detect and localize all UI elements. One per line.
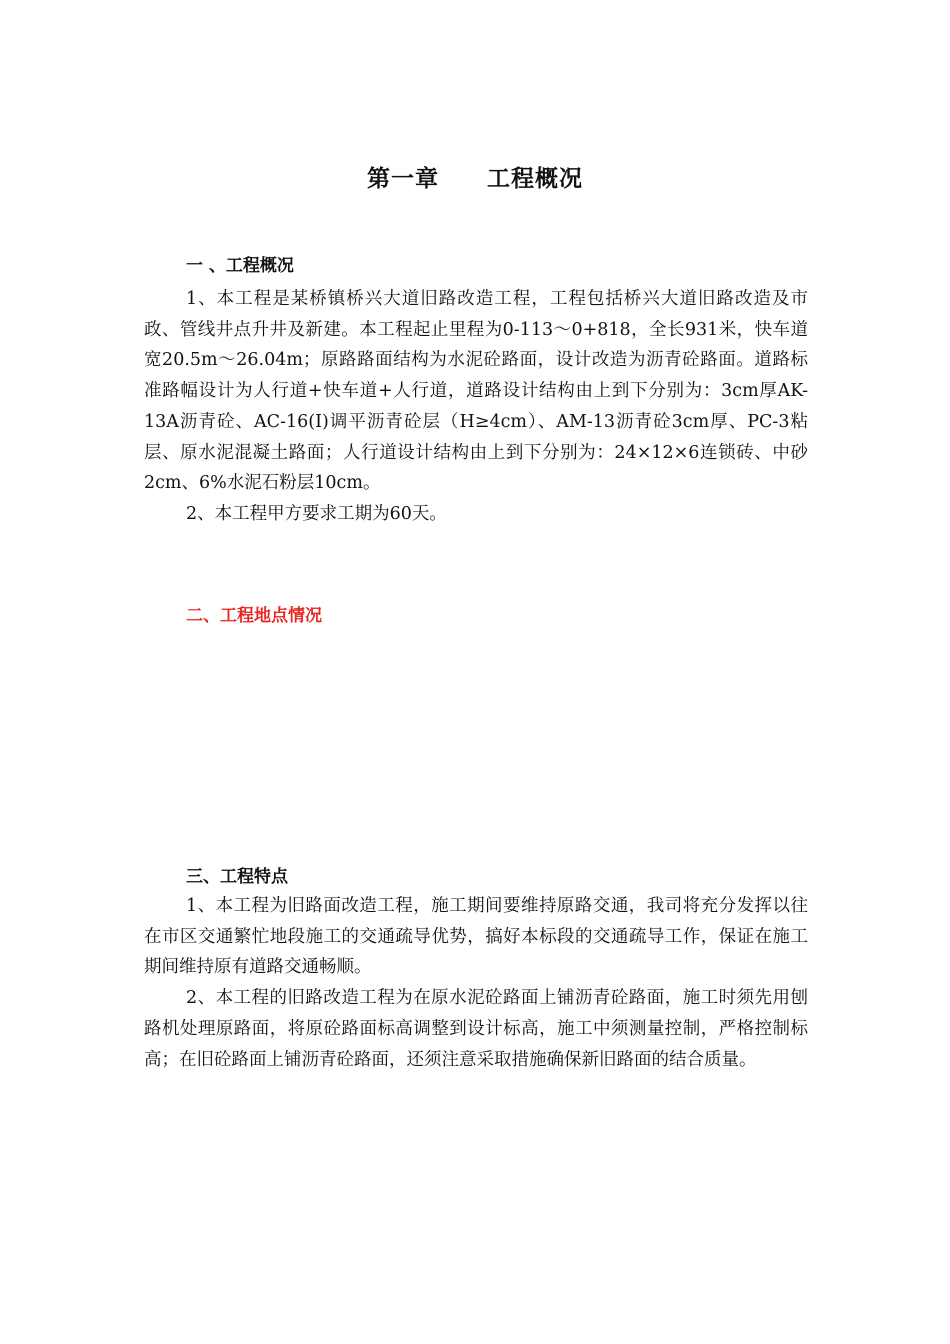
overview-paragraph-1: 1、本工程是某桥镇桥兴大道旧路改造工程，工程包括桥兴大道旧路改造及市政、管线井点升井及新建。本工程起止里程为0-113～0+818，全长931米，快车道宽20.5m～26.04m；原路路面结构为水泥砼路面，设计改造为沥青砼路面。道路标准路幅设计为人行道+快车道+人行道，道路设计结构由上到下分别为：3cm厚AK-13A沥青砼、AC-16(I)调平沥青砼层（H≥4cm）、AM-13沥青砼3cm厚、PC-3粘层、原水泥混凝土路面；人行道设计结构由上到下分别为：24×12×6连锁砖、中砂2cm、6%水泥石粉层10cm。 — [144, 289, 808, 494]
section-heading-location: 二、工程地点情况 — [186, 606, 322, 626]
chapter-title — [0, 160, 950, 193]
features-paragraph-2: 2、本工程的旧路改造工程为在原水泥砼路面上铺沥青砼路面，施工时须先用刨路机处理原路面，将原砼路面标高调整到设计标高，施工中须测量控制，严格控制标高；在旧砼路面上铺沥青砼路面，还须注意采取措施确保新旧路面的结合质量。 — [144, 988, 808, 1070]
overview-paragraph-2: 2、本工程甲方要求工期为60天。 — [186, 503, 447, 524]
features-paragraph-1: 1、本工程为旧路面改造工程，施工期间要维持原路交通，我司将充分发挥以往在市区交通繁忙地段施工的交通疏导优势，搞好本标段的交通疏导工作，保证在施工期间维持原有道路交通畅顺。 — [144, 896, 808, 978]
section-body-features — [144, 891, 808, 1075]
section-body-overview — [144, 284, 808, 530]
section-heading-overview: 一 、工程概况 — [186, 256, 294, 276]
chapter-name: 工程概况 — [487, 166, 583, 192]
section-heading-features: 三、工程特点 — [186, 867, 288, 887]
chapter-number: 第一章 — [367, 166, 439, 192]
